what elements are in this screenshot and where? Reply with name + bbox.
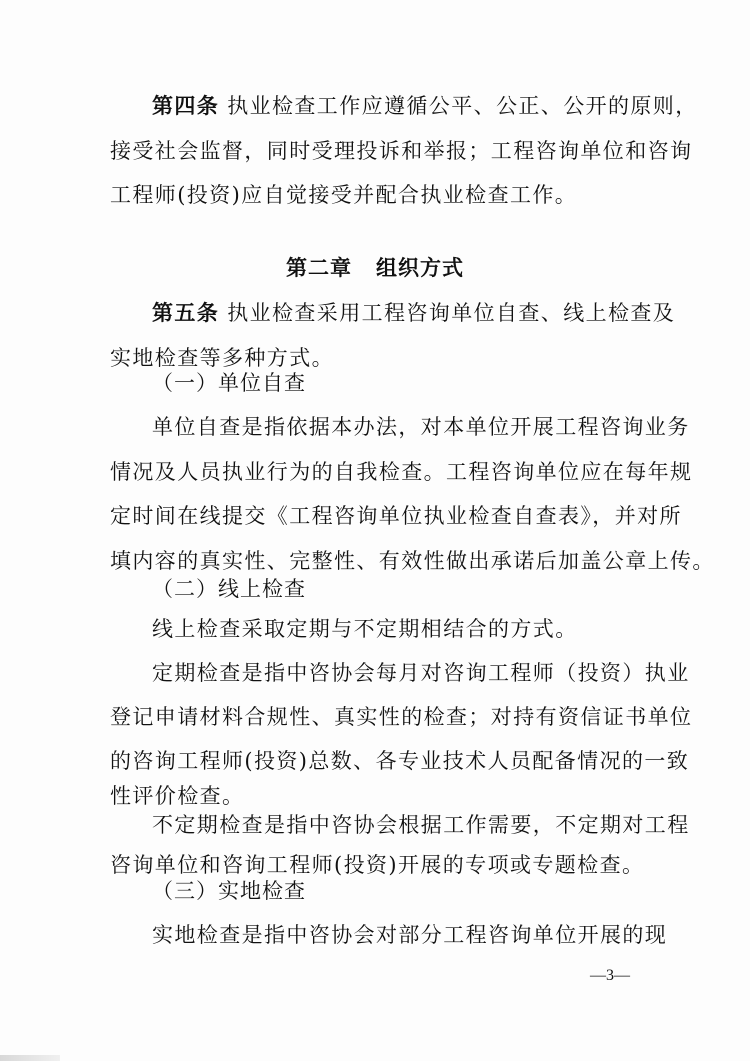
article-5-line-1 (152, 298, 676, 328)
chapter-heading (0, 253, 750, 283)
article-5-line-2: 实地检查等多种方式。 (110, 346, 334, 370)
section-1-line-2: 情况及人员执业行为的自我检查。工程咨询单位应在每年规 (110, 460, 693, 484)
article-4-label: 第四条 (152, 93, 220, 118)
scan-edge-mark (0, 1055, 60, 1061)
section-1-line-1: 单位自查是指依据本办法，对本单位开展工程咨询业务 (152, 415, 690, 439)
article-4-line-1 (152, 91, 698, 121)
section-2-p2-line-1: 不定期检查是指中咨协会根据工作需要，不定期对工程 (152, 813, 690, 837)
page-number: —3— (590, 967, 630, 984)
article-4-line-3: 工程师(投资)应自觉接受并配合执业检查工作。 (110, 183, 578, 207)
article-5-text-1: 执业检查采用工程咨询单位自查、线上检查及 (227, 301, 676, 325)
section-3-line-1: 实地检查是指中咨协会对部分工程咨询单位开展的现 (152, 923, 668, 947)
section-1-title: （一）单位自查 (152, 371, 306, 395)
section-2-p1-line-2: 登记申请材料合规性、真实性的检查；对持有资信证书单位 (110, 705, 693, 729)
section-2-p1-line-4: 性评价检查。 (110, 784, 245, 808)
section-1-line-3: 定时间在线提交《工程咨询单位执业检查自查表》，并对所 (110, 504, 682, 528)
section-1-line-4: 填内容的真实性、完整性、有效性做出承诺后加盖公章上传。 (110, 549, 715, 573)
chapter-title: 组织方式 (376, 255, 464, 280)
section-2-p1-line-1: 定期检查是指中咨协会每月对咨询工程师（投资）执业 (152, 661, 690, 685)
article-5-label: 第五条 (152, 300, 220, 325)
chapter-number: 第二章 (286, 255, 352, 280)
section-2-p2-line-2: 咨询单位和咨询工程师(投资)开展的专项或专题检查。 (110, 853, 645, 877)
section-2-p1-line-3: 的咨询工程师(投资)总数、各专业技术人员配备情况的一致 (110, 749, 690, 773)
section-2-intro: 线上检查采取定期与不定期相结合的方式。 (152, 617, 578, 641)
section-3-title: （三）实地检查 (152, 879, 306, 903)
article-4-line-2: 接受社会监督，同时受理投诉和举报；工程咨询单位和咨询 (110, 139, 693, 163)
section-2-title: （二）线上检查 (152, 577, 306, 601)
article-4-text-1: 执业检查工作应遵循公平、公正、公开的原则， (227, 94, 698, 118)
